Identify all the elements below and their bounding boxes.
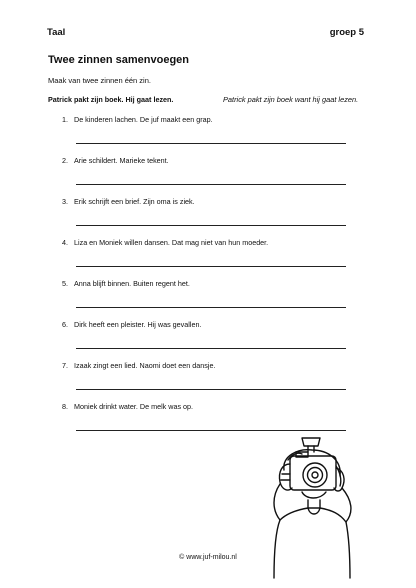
item-text: Moniek drinkt water. De melk was op.	[74, 402, 194, 411]
answer-line[interactable]	[76, 307, 346, 308]
item-text: Arie schildert. Marieke tekent.	[74, 156, 169, 165]
exercise-item	[62, 361, 215, 370]
exercise-item	[62, 115, 213, 124]
item-number: 7.	[62, 361, 68, 370]
exercise-item	[62, 238, 268, 247]
exercise-item	[62, 156, 169, 165]
item-text: De kinderen lachen. De juf maakt een grap.	[74, 115, 213, 124]
exercise-item	[62, 279, 190, 288]
worksheet-title: Twee zinnen samenvoegen	[48, 54, 190, 66]
example-given: Patrick pakt zijn boek. Hij gaat lezen.	[48, 95, 174, 104]
item-number: 4.	[62, 238, 68, 247]
item-number: 5.	[62, 279, 68, 288]
item-text: Erik schrijft een brief. Zijn oma is ziek.	[74, 197, 195, 206]
copyright-footer: © www.juf-milou.nl	[179, 554, 237, 561]
item-text: Liza en Moniek willen dansen. Dat mag niet van hun moeder.	[74, 238, 269, 247]
item-number: 3.	[62, 197, 68, 206]
item-number: 6.	[62, 320, 68, 329]
answer-line[interactable]	[76, 184, 346, 185]
item-number: 2.	[62, 156, 68, 165]
item-text: Izaak zingt een lied. Naomi doet een dansje.	[74, 361, 216, 370]
item-text: Anna blijft binnen. Buiten regent het.	[74, 279, 190, 288]
answer-line[interactable]	[76, 225, 346, 226]
example-answer: Patrick pakt zijn boek want hij gaat lezen.	[223, 95, 359, 104]
item-number: 1.	[62, 115, 68, 124]
answer-line[interactable]	[76, 143, 346, 144]
item-number: 8.	[62, 402, 68, 411]
subject-label: Taal	[47, 27, 66, 38]
grade-label: groep 5	[329, 27, 364, 38]
instruction-text: Maak van twee zinnen één zin.	[48, 76, 151, 85]
exercise-item	[62, 197, 195, 206]
exercise-item	[62, 320, 201, 329]
answer-line[interactable]	[76, 266, 346, 267]
answer-line[interactable]	[76, 389, 346, 390]
exercise-item	[62, 402, 193, 411]
item-text: Dirk heeft een pleister. Hij was gevallen.	[74, 320, 202, 329]
answer-line[interactable]	[76, 348, 346, 349]
